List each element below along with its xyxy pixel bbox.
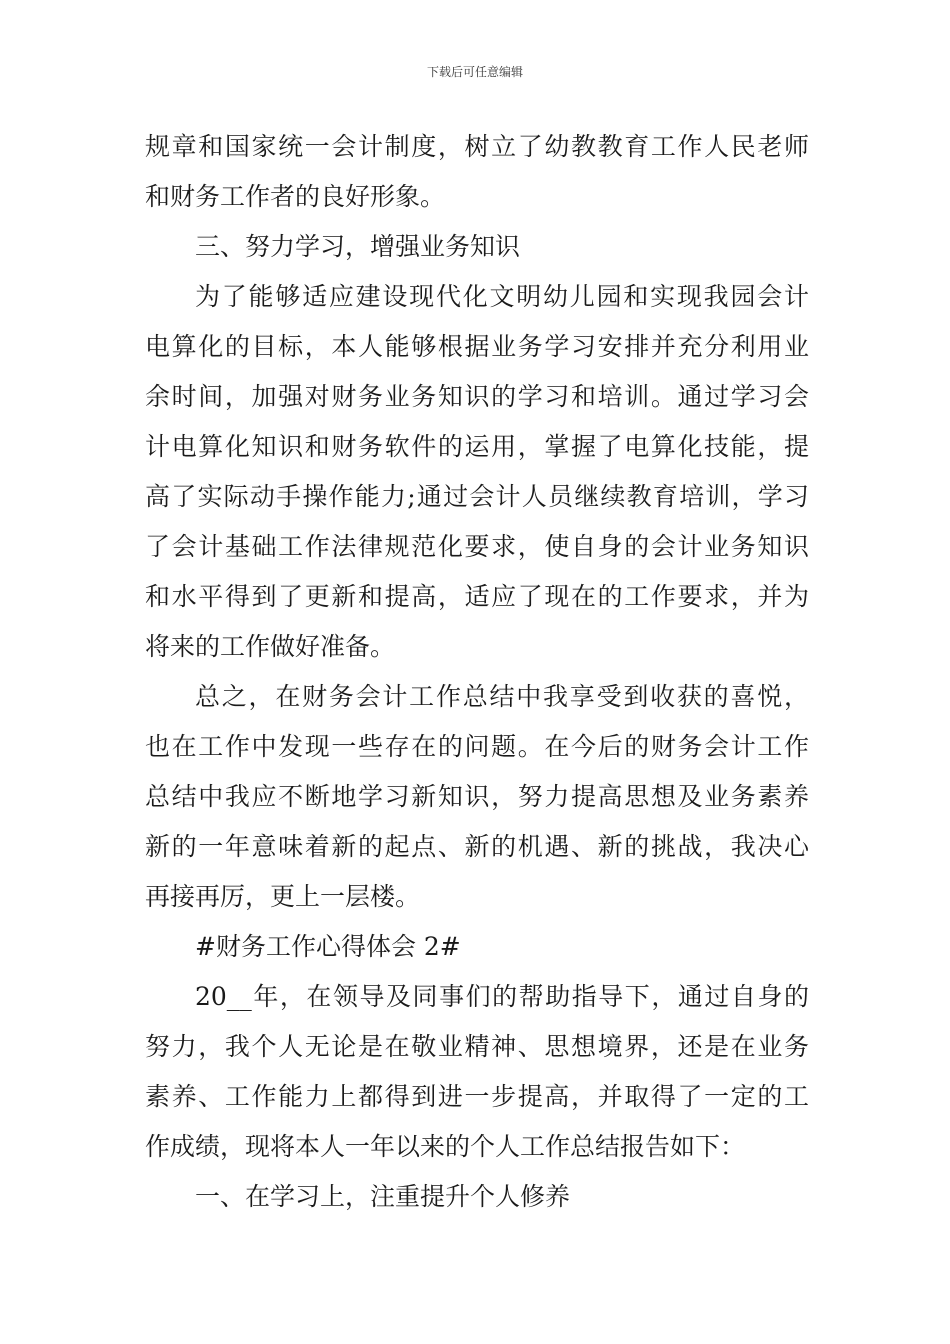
text-line: 素养、工作能力上都得到进一步提高，并取得了一定的工 [145,1082,809,1111]
text-line: 也在工作中发现一些存在的问题。在今后的财务会计工作 [145,732,809,761]
text-line: 总之，在财务会计工作总结中我享受到收获的喜悦， [195,682,809,711]
text-line: 计电算化知识和财务软件的运用，掌握了电算化技能，提 [145,432,809,461]
text-line: 余时间，加强对财务业务知识的学习和培训。通过学习会 [145,382,809,411]
text-line: 新的一年意味着新的起点、新的机遇、新的挑战，我决心 [145,832,809,861]
text-line: 努力，我个人无论是在敬业精神、思想境界，还是在业务 [145,1032,809,1061]
text-line: 和水平得到了更新和提高，适应了现在的工作要求，并为 [145,582,809,611]
text-line: 将来的工作做好准备。 [145,632,396,661]
text-line: 总结中我应不断地学习新知识，努力提高思想及业务素养 [145,782,809,811]
section-heading: 一、在学习上，注重提升个人修养 [195,1182,571,1211]
text-line: 为了能够适应建设现代化文明幼儿园和实现我园会计 [195,282,809,311]
text-line: 电算化的目标，本人能够根据业务学习安排并充分利用业 [145,332,809,361]
text-line: 规章和国家统一会计制度，树立了幼教教育工作人民老师 [145,132,809,161]
section-heading: #财务工作心得体会 2# [195,932,461,961]
section-heading: 三、努力学习，增强业务知识 [195,232,521,261]
text-line: 高了实际动手操作能力;通过会计人员继续教育培训，学习 [145,482,809,511]
text-line: 再接再厉，更上一层楼。 [145,882,421,911]
document-body [145,122,809,1222]
text-line: 和财务工作者的良好形象。 [145,182,446,211]
text-line: 作成绩，现将本人一年以来的个人工作总结报告如下： [145,1132,746,1161]
text-line: 20__年，在领导及同事们的帮助指导下，通过自身的 [195,982,809,1011]
text-line: 了会计基础工作法律规范化要求，使自身的会计业务知识 [145,532,809,561]
page-header: 下载后可任意编辑 [426,65,523,79]
